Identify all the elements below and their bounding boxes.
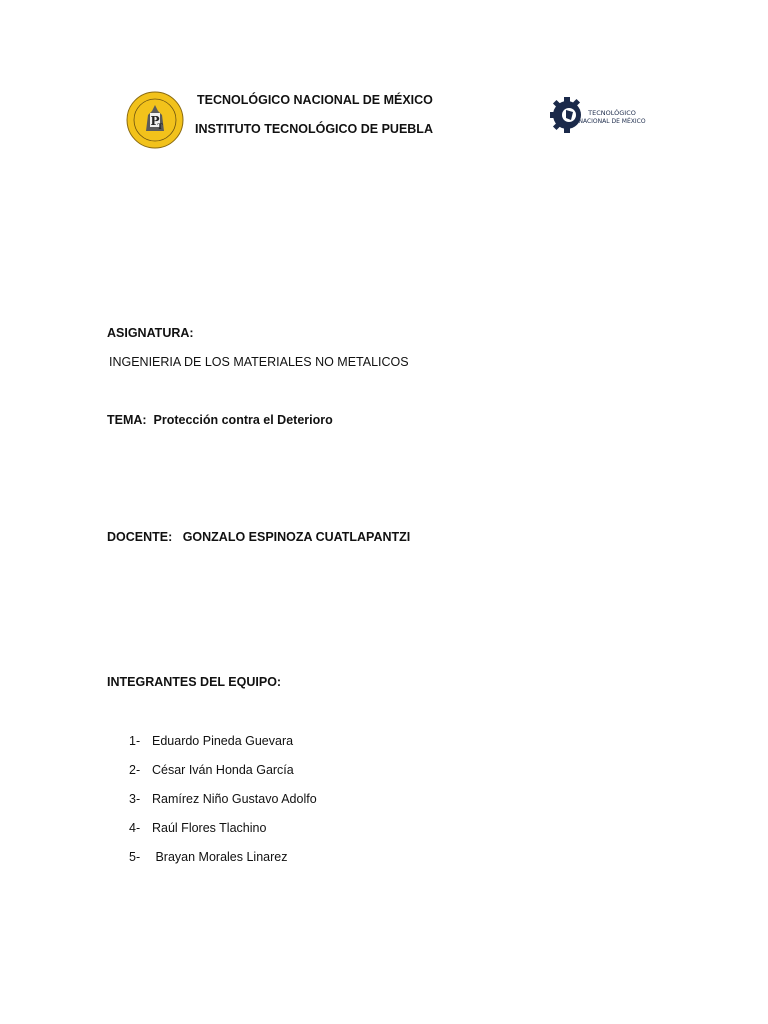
- asignatura-value: INGENIERIA DE LOS MATERIALES NO METALICOS: [109, 355, 409, 369]
- member-name: Ramírez Niño Gustavo Adolfo: [152, 792, 317, 806]
- member-name: César Iván Honda García: [152, 763, 294, 777]
- member-number: 1-: [129, 734, 141, 748]
- member-number: 4-: [129, 821, 141, 835]
- svg-text:T: T: [157, 122, 163, 131]
- itp-seal-logo-icon: [126, 91, 184, 149]
- asignatura-label: ASIGNATURA:: [107, 326, 194, 340]
- header-itp-title: INSTITUTO TECNOLÓGICO DE PUEBLA: [195, 122, 433, 136]
- docente-value: GONZALO ESPINOZA CUATLAPANTZI: [182, 530, 411, 544]
- member-name: Eduardo Pineda Guevara: [152, 734, 294, 748]
- header-tecnm-title: TECNOLÓGICO NACIONAL DE MÉXICO: [197, 93, 433, 107]
- tecnm-logo-text-1: TECNOLÓGICO: [588, 109, 636, 117]
- tema-line: [107, 413, 333, 427]
- tema-label: TEMA:: [107, 413, 147, 427]
- member-name: Raúl Flores Tlachino: [152, 821, 267, 835]
- docente-label: DOCENTE:: [107, 530, 173, 544]
- tema-value: Protección contra el Deterioro: [153, 413, 333, 427]
- member-number: 2-: [129, 763, 141, 777]
- tecnm-gear-logo-icon: [549, 90, 649, 140]
- member-number: 3-: [129, 792, 141, 806]
- member-number: 5-: [129, 850, 141, 864]
- member-name: Brayan Morales Linarez: [152, 850, 288, 864]
- svg-text:P: P: [150, 114, 160, 128]
- tecnm-logo-text-2: NACIONAL DE MÉXICO: [578, 118, 646, 125]
- docente-line: [107, 530, 410, 544]
- integrantes-label: INTEGRANTES DEL EQUIPO:: [107, 675, 282, 689]
